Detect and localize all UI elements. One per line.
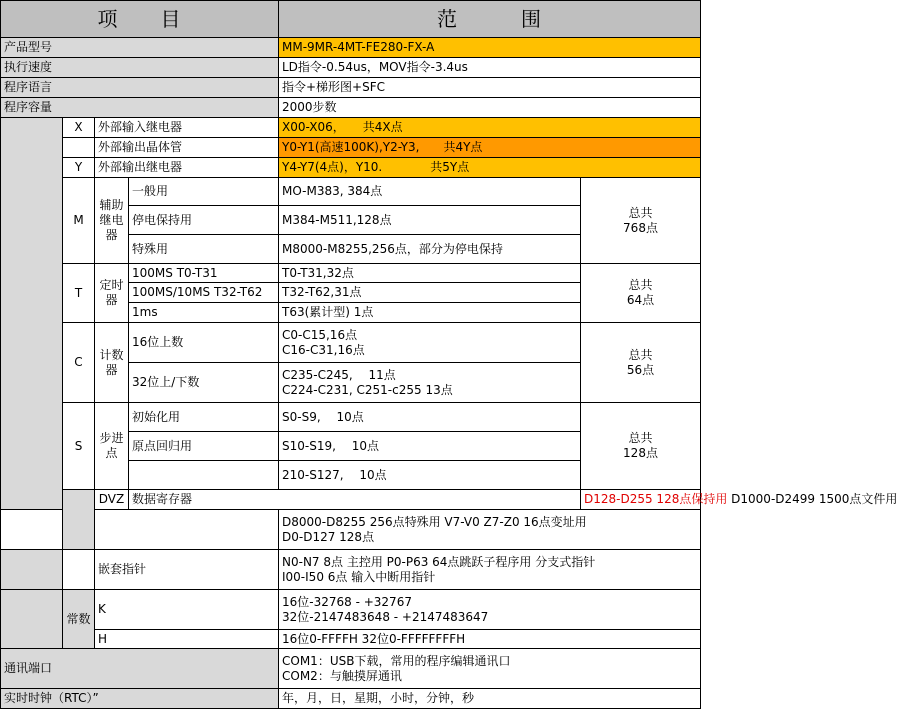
t-total [581, 264, 701, 323]
m-item-value: M384-M511,128点 [279, 206, 581, 235]
dvz-code-empty [1, 510, 63, 550]
m-row-1 [1, 178, 701, 206]
t-total-line1: 总共 [628, 278, 653, 292]
s-total-line2: 128点 [623, 446, 658, 460]
dvz-value-red: D128-D255 128点保持用 [584, 492, 728, 506]
dvz-value-2-line2: D0-D127 128点 [282, 529, 375, 544]
constant-h-value: 16位0-FFFFH 32位0-FFFFFFFFH [279, 630, 701, 649]
constant-k-line1: 16位-32768 - +32767 [282, 594, 412, 609]
language-row [1, 78, 701, 98]
t-item-label: 100MS/10MS T32-T62 [129, 283, 279, 303]
language-value: 指令+梯形图+SFC [279, 78, 701, 98]
comm-label: 通讯端口 [1, 649, 279, 689]
t-code: T [63, 264, 95, 323]
m-item-value: MO-M383, 384点 [279, 178, 581, 206]
capacity-row [1, 98, 701, 118]
s-item-value: 210-S127, 10点 [279, 461, 581, 490]
speed-label: 执行速度 [1, 58, 279, 78]
header-row [1, 1, 701, 38]
c-row-1 [1, 323, 701, 363]
m-item-label: 特殊用 [129, 235, 279, 264]
x-code: X [63, 118, 95, 138]
constant-k-row [1, 590, 701, 630]
m-code: M [63, 178, 95, 264]
comm-value [279, 649, 701, 689]
t-total-line2: 64点 [626, 293, 655, 307]
header-item: 项 目 [1, 1, 279, 38]
speed-value: LD指令-0.54us，MOV指令-3.4us [279, 58, 701, 78]
comm-value-line1: COM1：USB下载，常用的程序编辑通讯口 [282, 653, 511, 668]
c-total [581, 323, 701, 403]
t-item-label: 100MS T0-T31 [129, 264, 279, 283]
dvz-row-2 [1, 510, 701, 550]
m-total [581, 178, 701, 264]
comm-value-line2: COM2：与触摸屏通讯 [282, 668, 402, 683]
rtc-value: 年，月，日，星期，小时，分钟，秒 [279, 689, 701, 709]
s-code: S [63, 403, 95, 490]
rtc-label: 实时时钟（RTC）” [1, 689, 279, 709]
c-total-line1: 总共 [628, 347, 653, 362]
speed-row [1, 58, 701, 78]
t-item-value: T0-T31,32点 [279, 264, 581, 283]
nest-label: 嵌套指针 [95, 550, 279, 590]
transistor-row [1, 138, 701, 158]
c-item-value-line1: C0-C15,16点 [282, 327, 358, 342]
y-row [1, 158, 701, 178]
constant-label: 常数 [63, 590, 95, 649]
m-item-label: 停电保持用 [129, 206, 279, 235]
s-item-label [129, 461, 279, 490]
constant-h-row [1, 630, 701, 649]
capacity-value: 2000步数 [279, 98, 701, 118]
t-item-label: 1ms [129, 303, 279, 323]
m-item-label: 一般用 [129, 178, 279, 206]
transistor-label: 外部输出晶体管 [95, 138, 279, 158]
dvz-label: 数据寄存器 [129, 490, 581, 510]
nest-code-empty [63, 550, 95, 590]
s-item-label: 原点回归用 [129, 432, 279, 461]
s-row-1 [1, 403, 701, 432]
nest-value [279, 550, 701, 590]
capacity-label: 程序容量 [1, 98, 279, 118]
x-label: 外部输入继电器 [95, 118, 279, 138]
constant-k-line2: 32位-2147483648 - +2147483647 [282, 609, 489, 624]
nest-row [1, 550, 701, 590]
c-item-value-line2: C16-C31,16点 [282, 342, 365, 357]
nest-value-line1: N0-N7 8点 主控用 P0-P63 64点跳跃子程序用 分支式指针 [282, 554, 596, 569]
c-item-value-line1: C235-C245, 11点 [282, 367, 396, 382]
c-item-value [279, 363, 581, 403]
c-group: 计数器 [95, 323, 129, 403]
nest-value-line2: I00-I50 6点 输入中断用指针 [282, 569, 436, 584]
s-group: 步进点 [95, 403, 129, 490]
dvz-row-1 [1, 490, 701, 510]
dvz-value-2 [279, 510, 701, 550]
x-value: X00-X06， 共4X点 [279, 118, 701, 138]
left-grey-block [1, 118, 63, 510]
y-code: Y [63, 158, 95, 178]
comm-row [1, 649, 701, 689]
rtc-row [1, 689, 701, 709]
s-item-value: S0-S9, 10点 [279, 403, 581, 432]
c-code: C [63, 323, 95, 403]
x-row [1, 118, 701, 138]
model-value: MM-9MR-4MT-FE280-FX-A [279, 38, 701, 58]
model-label: 产品型号 [1, 38, 279, 58]
c-item-label: 32位上/下数 [129, 363, 279, 403]
m-total-line2: 768点 [623, 220, 658, 235]
c-item-value-line2: C224-C231, C251-c255 13点 [282, 382, 453, 397]
c-item-value [279, 323, 581, 363]
s-item-label: 初始化用 [129, 403, 279, 432]
s-item-value: S10-S19, 10点 [279, 432, 581, 461]
language-label: 程序语言 [1, 78, 279, 98]
y-label: 外部输出继电器 [95, 158, 279, 178]
nest-grey-block [1, 550, 63, 590]
c-total-line2: 56点 [626, 362, 655, 377]
s-total [581, 403, 701, 490]
transistor-value: Y0-Y1(高速100K),Y2-Y3, 共4Y点 [279, 138, 701, 158]
m-item-value: M8000-M8255,256点，部分为停电保持 [279, 235, 581, 264]
model-row [1, 38, 701, 58]
t-row-1 [1, 264, 701, 283]
constant-h-code: H [95, 630, 279, 649]
t-item-value: T32-T62,31点 [279, 283, 581, 303]
constant-grey-block [1, 590, 63, 649]
s-total-line1: 总共 [628, 431, 653, 445]
header-range: 范 围 [279, 1, 701, 38]
dvz-value-2-line1: D8000-D8255 256点特殊用 V7-V0 Z7-Z0 16点变址用 [282, 514, 587, 529]
transistor-code [63, 138, 95, 158]
y-value: Y4-Y7(4点)，Y10. 共5Y点 [279, 158, 701, 178]
t-group: 定时器 [95, 264, 129, 323]
dvz-code: DVZ [95, 490, 129, 510]
dvz-grey-block [63, 490, 95, 550]
m-group: 辅助继电器 [95, 178, 129, 264]
constant-k-value [279, 590, 701, 630]
dvz-value-rest: D1000-D2499 1500点文件用 [727, 492, 897, 506]
dvz-label-empty [95, 510, 279, 550]
m-total-line1: 总共 [628, 205, 653, 220]
dvz-value [581, 490, 897, 510]
constant-k-code: K [95, 590, 279, 630]
t-item-value: T63(累计型) 1点 [279, 303, 581, 323]
c-item-label: 16位上数 [129, 323, 279, 363]
